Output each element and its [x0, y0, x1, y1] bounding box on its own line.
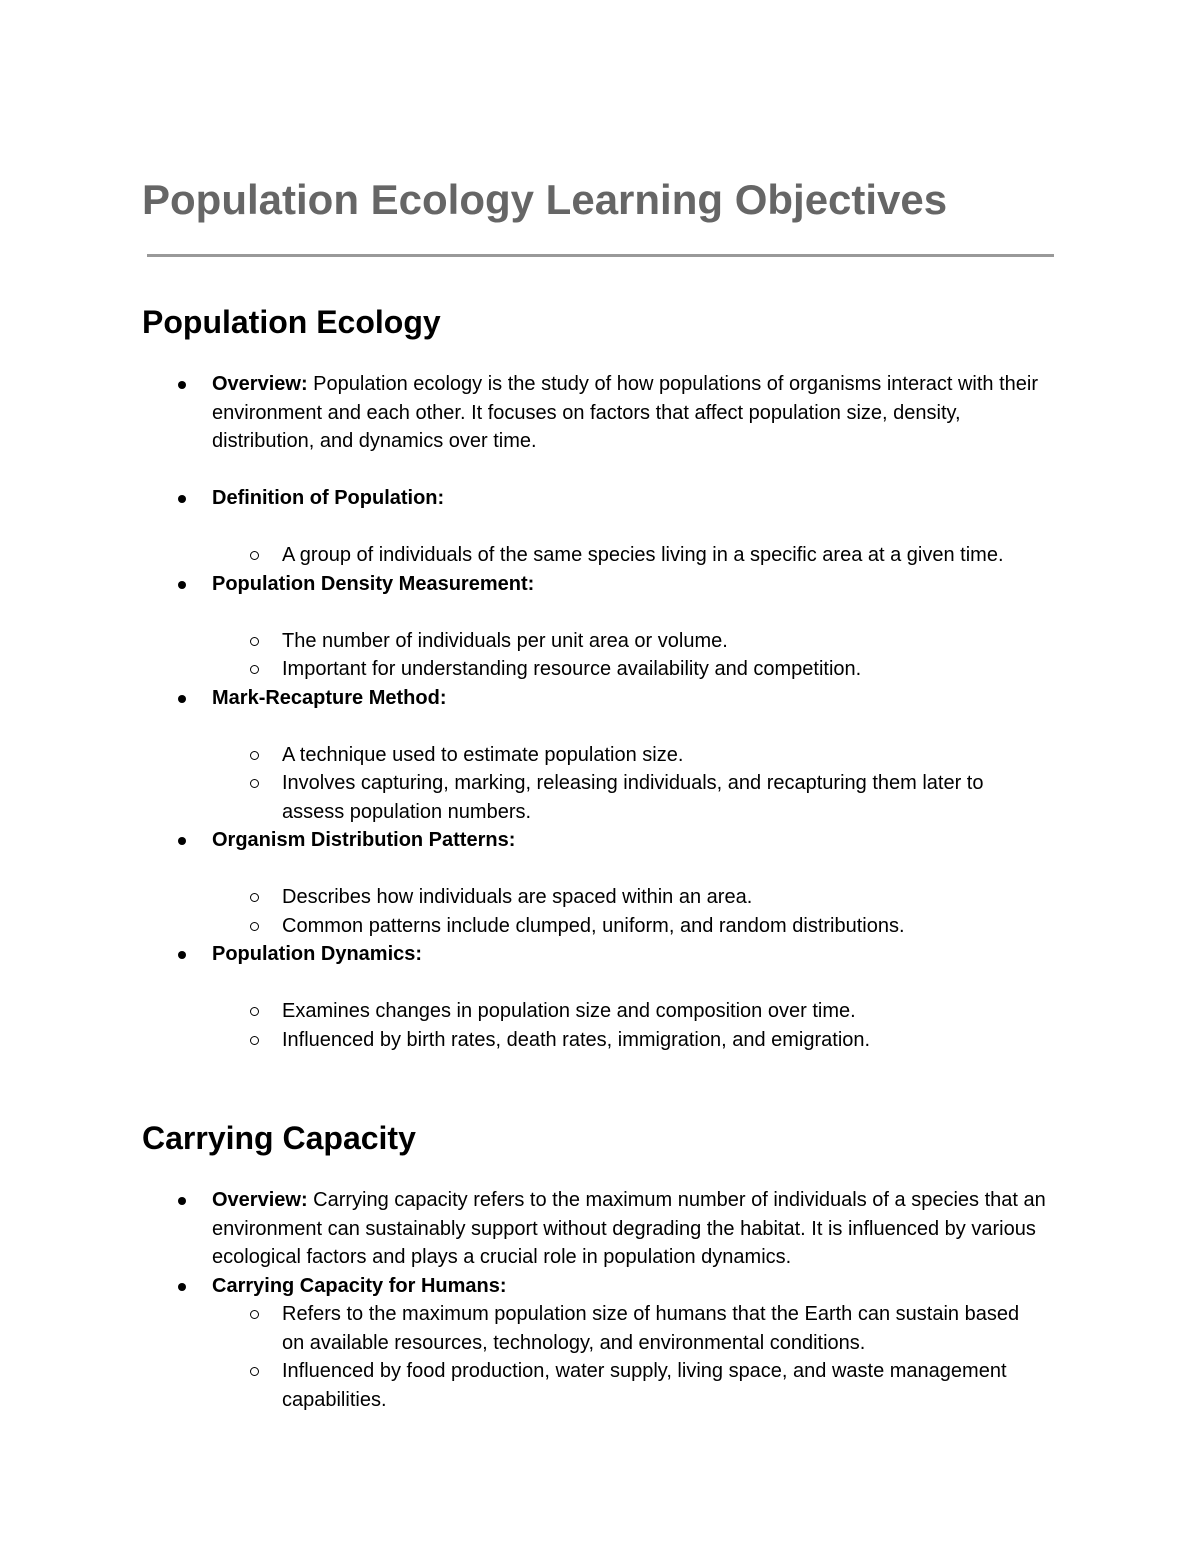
hollow-bullet-icon — [250, 637, 259, 646]
sub-item-text: Common patterns include clumped, uniform, and random distributions. — [282, 914, 905, 937]
sub-item-text: Describes how individuals are spaced within an area. — [282, 886, 753, 908]
sub-item-text: A group of individuals of the same species living in a specific area at a given time. — [282, 544, 1004, 566]
sub-list-item — [212, 883, 1042, 912]
hollow-bullet-icon — [250, 665, 259, 674]
sub-list-item — [212, 1300, 1042, 1357]
sub-item-text: Examines changes in population size and composition over time. — [282, 1000, 856, 1022]
sub-item-text: The number of individuals per unit area or volume. — [282, 629, 728, 652]
sub-list — [212, 627, 1062, 684]
sub-list — [212, 541, 1062, 570]
bullet-icon — [178, 581, 186, 589]
sub-list-item — [212, 769, 1042, 826]
bullet-icon — [178, 1283, 186, 1291]
item-label: Mark-Recapture Method: — [212, 686, 447, 709]
sub-list-item — [212, 541, 1042, 570]
hollow-bullet-icon — [250, 1367, 259, 1376]
hollow-bullet-icon — [250, 1007, 259, 1016]
hollow-bullet-icon — [250, 551, 259, 560]
list-item-distribution-patterns — [0, 826, 1062, 940]
list-item-overview — [0, 1186, 1062, 1272]
list-item-definition-of-population — [0, 484, 1062, 570]
list-item-mark-recapture — [0, 684, 1062, 827]
sub-list-item — [212, 997, 1042, 1026]
sub-item-text: A technique used to estimate population size. — [282, 743, 684, 766]
title-divider — [147, 254, 1054, 257]
item-text: Population ecology is the study of how populations of organisms interact with their environment and each other. It focuses on factors that affect population size, density, distribution, and dynamics over time. — [212, 373, 1039, 452]
sub-list-item — [212, 627, 1042, 656]
bullet-icon — [178, 837, 186, 845]
bullet-icon — [178, 1197, 186, 1205]
blank-line — [0, 456, 1200, 485]
item-label: Carrying Capacity for Humans: — [212, 1274, 507, 1297]
hollow-bullet-icon — [250, 1310, 259, 1319]
list-item-overview — [0, 370, 1062, 456]
hollow-bullet-icon — [250, 779, 259, 788]
sub-list-item — [212, 1026, 1042, 1055]
sub-list — [212, 997, 1062, 1054]
sub-item-text: Involves capturing, marking, releasing individuals, and recapturing them later to assess population numbers. — [282, 772, 984, 823]
list-item-population-dynamics — [0, 940, 1062, 1054]
sub-list — [212, 741, 1062, 827]
sub-list-item — [212, 1357, 1042, 1414]
item-text: Carrying capacity refers to the maximum number of individuals of a species that an environment can sustainably support without degrading the habitat. It is influenced by various ecological factors and plays a crucial role in population dynamics. — [212, 1189, 1046, 1268]
population-ecology-list — [0, 370, 1200, 1054]
hollow-bullet-icon — [250, 1036, 259, 1045]
sub-item-text: Influenced by food production, water supply, living space, and waste management capabilities. — [282, 1360, 1007, 1411]
item-label: Definition of Population: — [212, 487, 445, 509]
item-label: Population Dynamics: — [212, 943, 423, 965]
bullet-icon — [178, 495, 186, 503]
sub-item-text: Influenced by birth rates, death rates, immigration, and emigration. — [282, 1028, 871, 1051]
item-label: Overview: — [212, 373, 308, 395]
hollow-bullet-icon — [250, 893, 259, 902]
list-item-carrying-capacity-humans — [0, 1272, 1062, 1415]
item-label: Organism Distribution Patterns: — [212, 829, 516, 851]
item-label: Overview: — [212, 1189, 308, 1211]
sub-item-text: Refers to the maximum population size of humans that the Earth can sustain based on available resources, technology, and environmental conditions. — [282, 1303, 1020, 1354]
sub-list-item — [212, 912, 1042, 941]
item-label: Population Density Measurement: — [212, 572, 535, 595]
hollow-bullet-icon — [250, 922, 259, 931]
sub-list-item — [212, 655, 1042, 684]
bullet-icon — [178, 381, 186, 389]
carrying-capacity-list — [0, 1186, 1200, 1414]
bullet-icon — [178, 695, 186, 703]
hollow-bullet-icon — [250, 751, 259, 760]
list-item-population-density — [0, 570, 1062, 684]
sub-list — [212, 1300, 1062, 1414]
section-heading-carrying-capacity: Carrying Capacity — [142, 1120, 416, 1156]
document-title: Population Ecology Learning Objectives — [142, 176, 948, 223]
bullet-icon — [178, 951, 186, 959]
sub-item-text: Important for understanding resource availability and competition. — [282, 658, 862, 680]
sub-list — [212, 883, 1062, 940]
section-heading-population-ecology: Population Ecology — [142, 304, 441, 340]
sub-list-item — [212, 741, 1042, 770]
